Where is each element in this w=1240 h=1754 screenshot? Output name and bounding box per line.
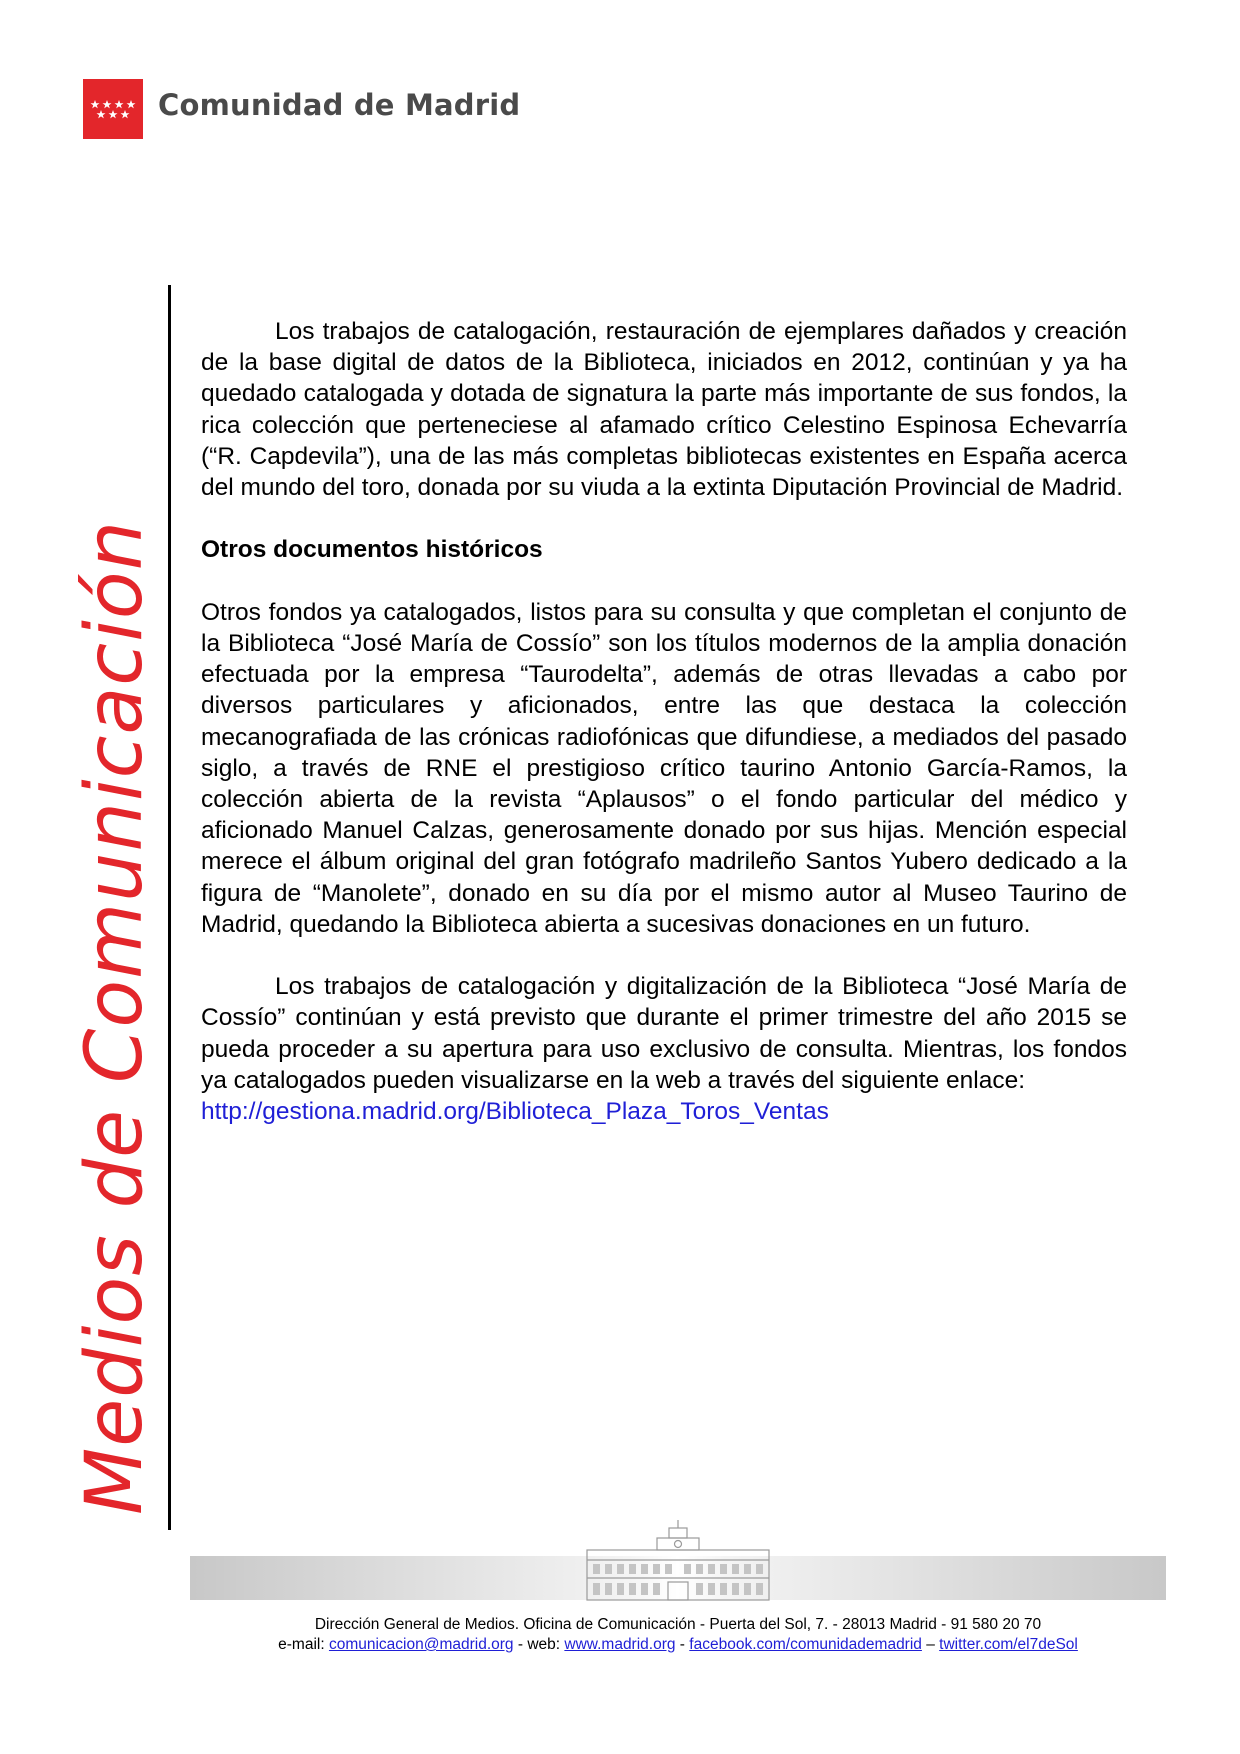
section-heading: Otros documentos históricos [201,536,543,564]
web-label: - web: [513,1636,565,1653]
email-link[interactable]: comunicacion@madrid.org [328,1636,514,1653]
paragraph-catalogacion: Los trabajos de catalogación, restauración de ejemplares dañados y creación de la base digital de datos de la Biblioteca, iniciados en 2012, continúan y ya ha quedado catalogada y dotada de signatura la parte más importante de sus fondos, la rica colección que perteneciese al afamado crítico Celestino Espinosa Echevarría (“R. Capdevila”), una de las más completas bibliotecas existentes en España acerca del mundo del toro, donada por su viuda a la extinta Diputación Provincial de Madrid. [201,318,1127,502]
press-release-body [201,316,1127,1127]
separator: – [921,1636,940,1653]
facebook-link[interactable]: facebook.com/comunidademadrid [689,1636,922,1653]
paragraph-otros-fondos: Otros fondos ya catalogados, listos para su consulta y que completan el conjunto de la Biblioteca “José María de Cossío” son los títulos modernos de la amplia donación efectuada por la empresa “Taurodelta”, además de otras llevadas a cabo por diversos particulares y aficionados, entre las que destaca la colección mecanografiada de las crónicas radiofónicas que difundiese, a mediados del pasado siglo, a través de RNE el prestigioso crítico taurino Antonio García-Ramos, la colección abierta de la revista “Aplausos” o el fondo particular del médico y aficionado Manuel Calzas, generosamente donado por sus hijas. Mención especial merece el álbum original del gran fotógrafo madrileño Santos Yubero dedicado a la figura de “Manolete”, donado en su día por el mismo autor al Museo Taurino de Madrid, quedando la Biblioteca abierta a sucesivas donaciones en un futuro. [201,598,1127,938]
real-casa-de-correos-building-icon [585,1520,771,1602]
footer-links [190,1635,1166,1655]
email-label: e-mail: [278,1636,329,1653]
separator: - [675,1636,690,1653]
biblioteca-link[interactable]: http://gestiona.madrid.org/Biblioteca_Plaza_Toros_Ventas [201,1098,829,1126]
organization-name: Comunidad de Madrid [158,88,521,122]
side-section-title: Medios de Comunicación [70,519,160,1515]
web-link[interactable]: www.madrid.org [564,1636,676,1653]
footer-contact [190,1615,1166,1655]
paragraph-digitalizacion [201,971,1127,1127]
vertical-divider [168,285,171,1530]
paragraph-digitalizacion-text: Los trabajos de catalogación y digitalización de la Biblioteca “José María de Cossío” continúan y está previsto que durante el primer trimestre del año 2015 se pueda proceder a su apertura para uso exclusivo de consulta. Mientras, los fondos ya catalogados pueden visualizarse en la web a través del siguiente enlace: [201,973,1127,1094]
footer-address: Dirección General de Medios. Oficina de Comunicación - Puerta del Sol, 7. - 28013 Madrid - 91 580 20 70 [314,1616,1042,1633]
madrid-stars-flag-icon [83,79,143,139]
twitter-link[interactable]: twitter.com/el7deSol [939,1636,1078,1653]
